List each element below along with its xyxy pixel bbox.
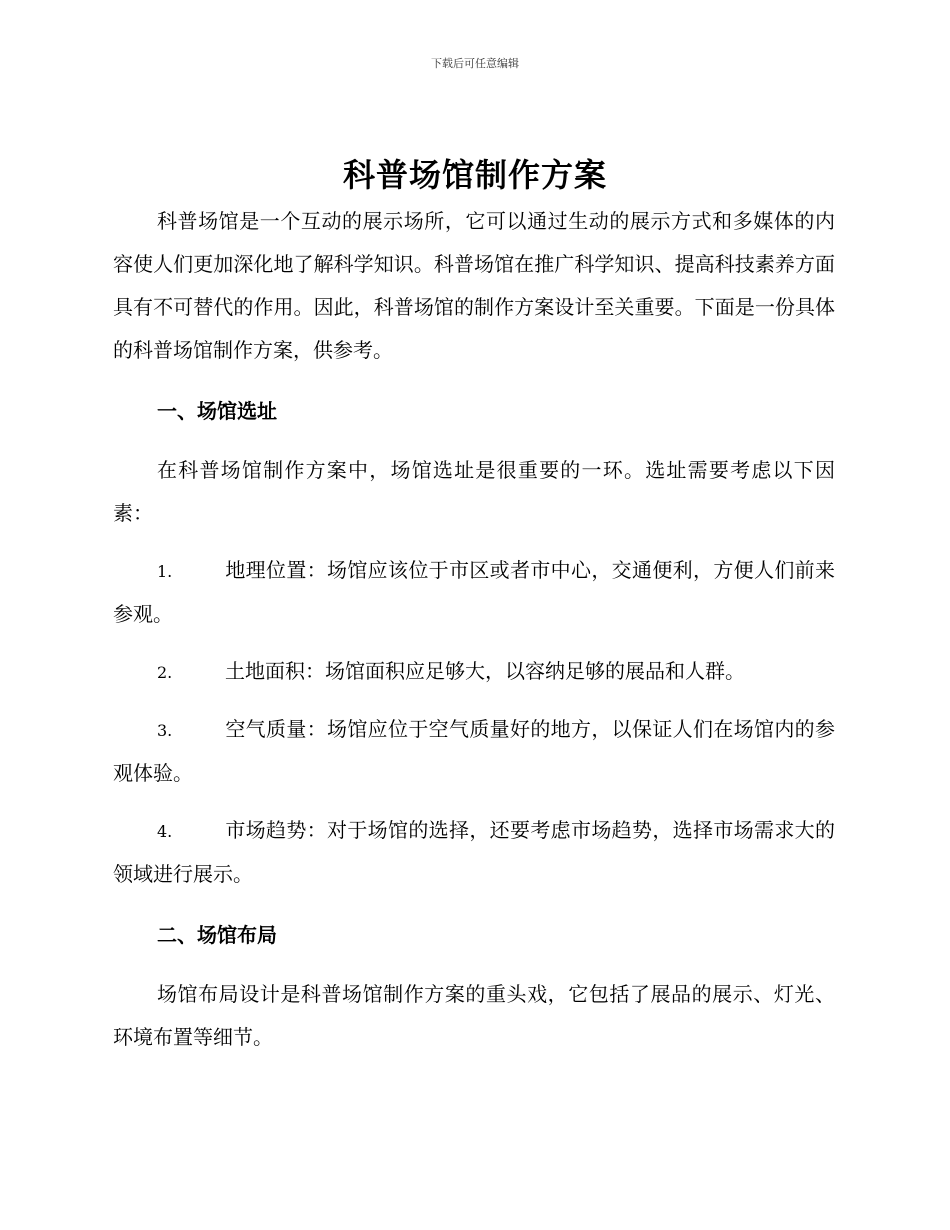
header-note: 下载后可任意编辑 xyxy=(431,57,519,70)
intro-paragraph: 科普场馆是一个互动的展示场所，它可以通过生动的展示方式和多媒体的内容使人们更加深化地了解科学知识。科普场馆在推广科学知识、提高科技素养方面具有不可替代的作用。因此，科普场馆的制作方案设计至关重要。下面是一份具体的科普场馆制作方案，供参考。 xyxy=(113,209,835,362)
document-title: 科普场馆制作方案 xyxy=(342,156,607,194)
list-item-number: 3. xyxy=(157,721,173,740)
site-selection-lead: 在科普场馆制作方案中，场馆选址是很重要的一环。选址需要考虑以下因素： xyxy=(113,458,835,525)
section-heading-site-selection: 一、场馆选址 xyxy=(157,399,277,423)
list-item xyxy=(113,549,835,636)
list-item-text: 地理位置：场馆应该位于市区或者市中心，交通便利，方便人们前来参观。 xyxy=(113,558,835,626)
list-item xyxy=(113,809,835,896)
section-heading-layout: 二、场馆布局 xyxy=(157,923,277,947)
document-body xyxy=(113,200,835,1059)
list-item-text: 市场趋势：对于场馆的选择，还要考虑市场趋势，选择市场需求大的领域进行展示。 xyxy=(113,818,835,886)
list-item-number: 4. xyxy=(157,822,173,841)
layout-lead: 场馆布局设计是科普场馆制作方案的重头戏，它包括了展品的展示、灯光、环境布置等细节。 xyxy=(113,982,835,1049)
list-item-text: 土地面积：场馆面积应足够大，以容纳足够的展品和人群。 xyxy=(225,659,745,683)
list-item-number: 2. xyxy=(157,663,173,682)
list-item-number: 1. xyxy=(157,562,173,581)
list-item-text: 空气质量：场馆应位于空气质量好的地方，以保证人们在场馆内的参观体验。 xyxy=(113,717,835,785)
list-item xyxy=(113,708,835,795)
list-item xyxy=(113,650,835,694)
